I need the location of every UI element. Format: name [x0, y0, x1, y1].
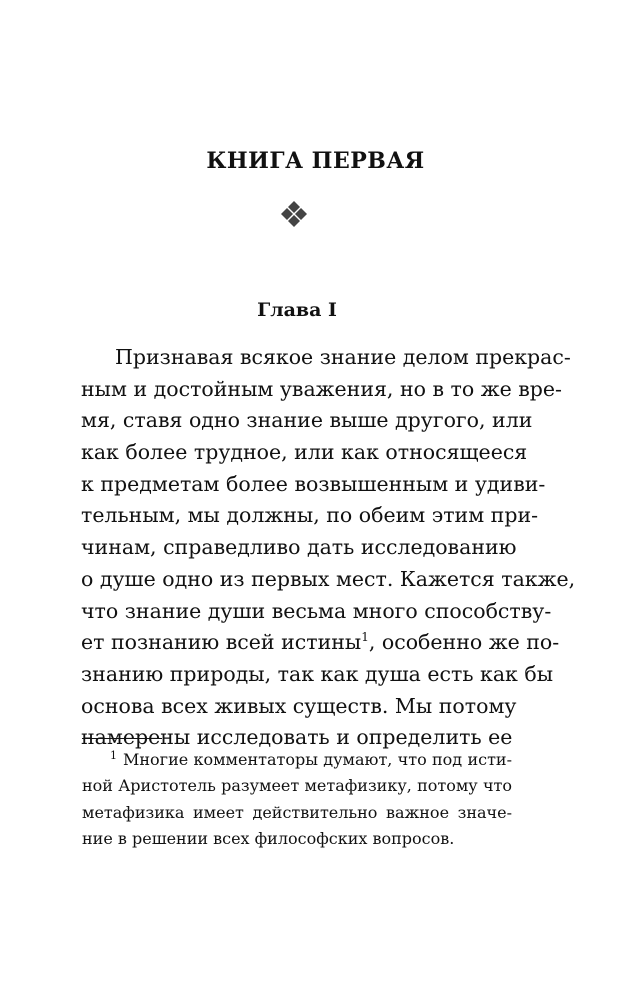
body-line: что знание души весьма много способству-: [81, 598, 552, 623]
footnote-line: ние в решении всех философских вопросов.: [82, 828, 455, 848]
body-text: [81, 342, 576, 754]
body-line: к предметам более возвышенным и удиви-: [81, 471, 546, 496]
footnote-line: метафизика имеет действительно важное значе-: [82, 802, 512, 822]
body-line: мя, ставя одно знание выше другого, или: [81, 408, 533, 433]
four-diamond-ornament-icon: [280, 200, 308, 228]
footnote-divider: [82, 738, 162, 739]
body-line-with-footnote-ref: [81, 627, 560, 659]
body-line-part: , особенно же по-: [368, 630, 560, 655]
footnote-line: ной Аристотель разумеет метафизику, потому что: [82, 776, 512, 796]
footnote-marker: 1: [110, 748, 117, 762]
body-line: основа всех живых существ. Мы потому: [81, 693, 517, 718]
body-line: как более трудное, или как относящееся: [81, 440, 528, 465]
body-line-part: ет познанию всей истины: [81, 630, 362, 655]
body-line: о душе одно из первых мест. Кажется также,: [81, 566, 576, 591]
footnote-reference[interactable]: 1: [361, 630, 369, 645]
book-title: КНИГА ПЕРВАЯ: [206, 148, 425, 174]
body-line: намерены исследовать и определить ее: [81, 725, 513, 750]
chapter-title: Глава I: [257, 299, 337, 321]
body-line: ным и достойным уважения, но в то же вре-: [81, 376, 562, 401]
footnote-line-text: Многие комментаторы думают, что под исти-: [123, 750, 512, 769]
body-line: Признавая всякое знание делом прекрас-: [115, 345, 571, 369]
footnote-line: [82, 747, 512, 773]
body-line: знанию природы, так как душа есть как бы: [81, 661, 554, 686]
body-line: чинам, справедливо дать исследованию: [81, 535, 517, 560]
body-line: тельным, мы должны, по обеим этим при-: [81, 503, 539, 528]
footnote: [82, 747, 512, 852]
